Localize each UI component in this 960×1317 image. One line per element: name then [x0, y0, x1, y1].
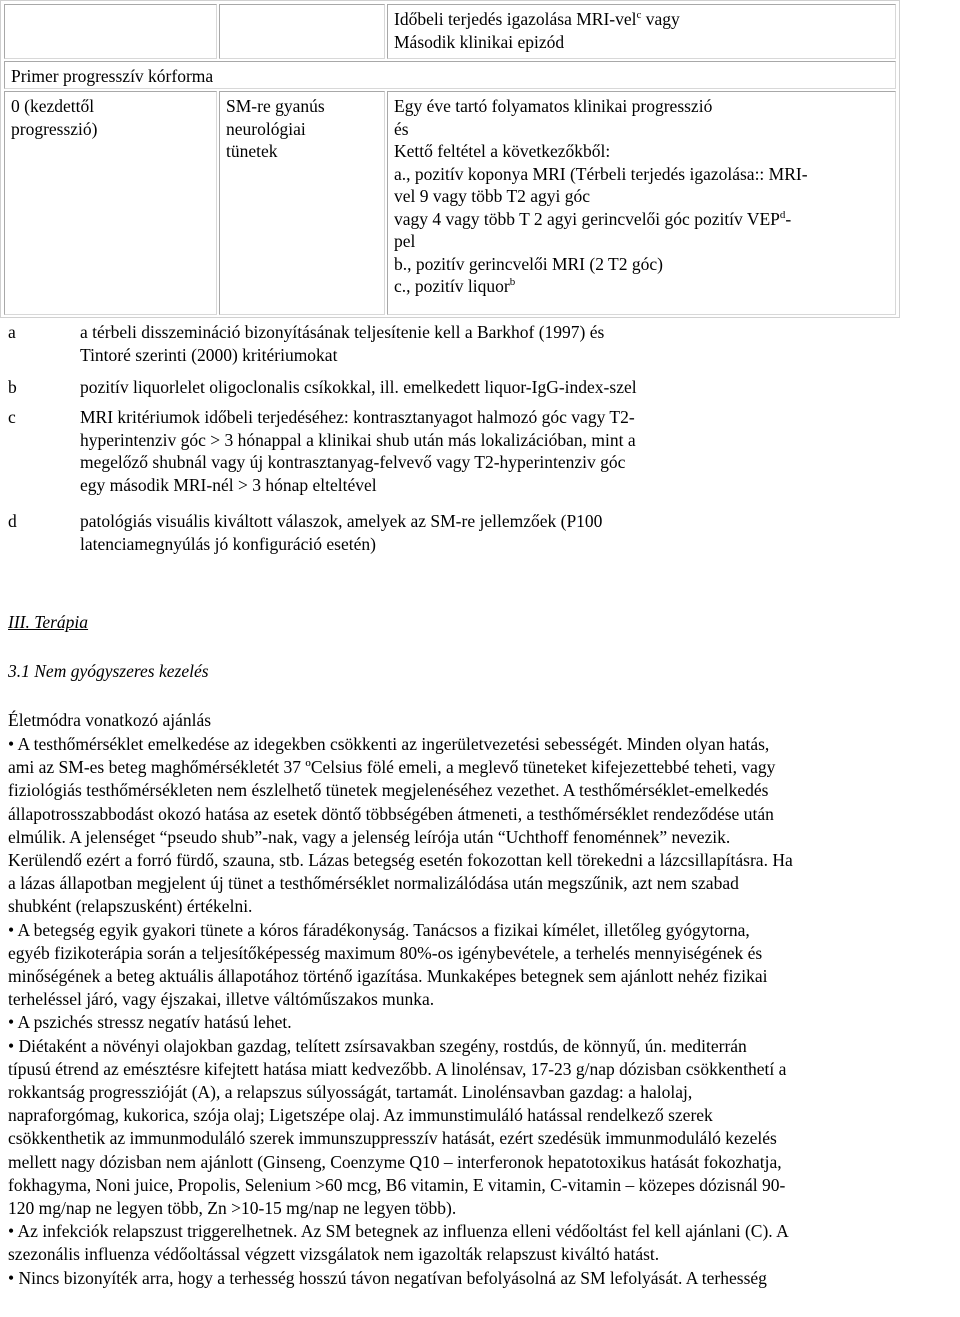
body-line: • Diétaként a növényi olajokban gazdag, telített zsírsavakban szegény, rostdús, de könnyű, ún. mediterrán	[8, 1035, 747, 1056]
col3-line: vagy 4 vagy több T 2 agyi gerincvelői góc pozitív VEP	[394, 208, 780, 229]
body-line: típusú étrend az emésztésre kifejtett hatása miatt kedvezőbb. A linolénsav, 17-23 g/nap dózisban csökkenthetí a	[8, 1058, 787, 1079]
col3-line: pel	[394, 231, 416, 251]
footnote-line: Tintoré szerinti (2000) kritériumokat	[80, 344, 338, 365]
col3-line: vel 9 vagy több T2 agyi góc	[394, 186, 591, 206]
table-head-empty-2	[219, 4, 385, 59]
footnote-letter: b	[8, 377, 17, 397]
body-line: csökkenthetik az immunmoduláló szerek immunszuppresszív hatását, ezért szedésük immunmoduláló kezelés	[8, 1128, 777, 1149]
body-line: a lázas állapotban megjelent új tünet a testhőmérséklet normalizálódása után megszűnik, azt nem szabad	[8, 873, 739, 894]
body-line: • Nincs bizonyíték arra, hogy a terhesség hosszú távon negatívan befolyásolná az SM lefolyását. A terhesség	[8, 1267, 767, 1288]
row-col2	[219, 91, 385, 315]
body-line: fokhagyma, Noni juice, Propolis, Selenium >60 mcg, B6 vitamin, E vitamin, C-vitamin – közepes dózisnál 90-	[8, 1174, 786, 1195]
col1-line: progresszió)	[11, 118, 98, 139]
heading-nonpharm: 3.1 Nem gyógyszeres kezelés	[8, 661, 209, 681]
body-line: 120 mg/nap ne legyen több, Zn >10-15 mg/nap ne legyen több).	[8, 1198, 457, 1219]
body-line: • A betegség egyik gyakori tünete a kóros fáradékonyság. Tanácsos a fizikai kímélet, illetőleg gyógytorna,	[8, 919, 750, 940]
col3-line: Egy éve tartó folyamatos klinikai progresszió	[394, 96, 713, 116]
footnote-letter: a	[8, 322, 16, 342]
col2-line: neurológiai	[226, 118, 306, 139]
footnote-marker-c: c	[636, 9, 642, 22]
footnote-line: a térbeli disszemináció bizonyításának teljesítenie kell a Barkhof (1997) és	[80, 322, 605, 342]
footnote-marker-d: d	[779, 208, 786, 221]
heading-therapy: III. Terápia	[8, 612, 89, 632]
footnote-line: hyperintenziv góc > 3 hónappal a klinikai shub után más lokalizációban, mint a	[80, 429, 636, 450]
footnote-line: pozitív liquorlelet oligoclonalis csíkokkal, ill. emelkedett liquor-IgG-index-szel	[80, 377, 637, 397]
row-col3	[387, 91, 896, 315]
head-right-end: vagy	[641, 9, 680, 29]
body-line: • A pszichés stressz negatív hatású lehet.	[8, 1012, 292, 1033]
col3-line-end: -	[785, 208, 792, 229]
col3-line: Kettő feltétel a következőkből:	[394, 141, 611, 161]
body-line: • A testhőmérséklet emelkedése az idegekben csökkenti az ingerületvezetési sebességét. Minden olyan hatás,	[8, 734, 770, 754]
body-line: • Az infekciók relapszust triggerelhetnek. Az SM betegnek az influenza elleni védőoltást fel kell ajánlani (C). A	[8, 1221, 789, 1242]
head-right-line2: Második klinikai epizód	[394, 31, 565, 52]
body-line: mellett nagy dózisban nem ajánlott (Ginseng, Coenzyme Q10 – interferonok hepatotoxikus hatását fokozhatja,	[8, 1151, 782, 1172]
col3-line: a., pozitív koponya MRI (Térbeli terjedés igazolása:: MRI-	[394, 163, 808, 184]
col2-line: SM-re gyanús	[226, 96, 325, 116]
section-label-cell	[4, 61, 896, 89]
body-line: állapotrosszabbodást okozó hatása az esetek döntő többségében átmeneti, a testhőmérséklet rendeződése után	[8, 803, 774, 824]
body-line: ami az SM-es beteg maghőmérsékletét 37 ºCelsius fölé emeli, a meglevő tüneteket kifejezettebbé teheti, vagy	[8, 757, 776, 778]
footnote-line: MRI kritériumok időbeli terjedéséhez: kontrasztanyagot halmozó góc vagy T2-	[80, 407, 635, 427]
body-line: minőségének a beteg aktuális állapotához történő igazítása. Munkaképes betegnek sem ajánlott nehéz fizikai	[8, 966, 768, 987]
body-line: fiziológiás testhőmérsékleten nem észlelhető tünetek megjelenéséhez vezethet. A testhőmérséklet-emelkedés	[8, 780, 769, 801]
table-head-empty-1	[4, 4, 217, 59]
footnote-letter: c	[8, 407, 16, 427]
footnote-line: egy második MRI-nél > 3 hónap elteltével	[80, 474, 377, 495]
col1-line: 0 (kezdettől	[11, 96, 95, 116]
row-col1	[4, 91, 217, 315]
body-line: rokkantság progresszióját (A), a relapszus súlyosságát, tartamát. Linolénsavban gazdag: a halolaj,	[8, 1082, 693, 1103]
footnote-line: latenciamegnyúlás jó konfiguráció esetén)	[80, 533, 376, 554]
footnote-line: megelőző shubnál vagy új kontrasztanyag-felvevő vagy T2-hyperintenziv góc	[80, 452, 626, 472]
section-label: Primer progresszív kórforma	[11, 66, 214, 86]
col2-line: tünetek	[226, 141, 278, 161]
footnote-line: patológiás visuális kiváltott válaszok, amelyek az SM-re jellemzőek (P100	[80, 511, 603, 531]
body-line: terheléssel járó, vagy éjszakai, illetve váltóműszakos munka.	[8, 989, 435, 1010]
footnote-marker-b: b	[509, 276, 516, 289]
col3-line: és	[394, 118, 409, 139]
body-line: egyéb fizikoterápia során a teljesítőképesség maximum 80%-os igénybevétele, a terhelés mennyiségének és	[8, 942, 763, 963]
body-line: Kerülendő ezért a forró fürdő, szauna, stb. Lázas betegség esetén fokozottan kell törekedni a lázcsillapításra. Ha	[8, 850, 793, 871]
body-line: shubként (relapszusként) értékelni.	[8, 896, 253, 917]
col3-line: b., pozitív gerincvelői MRI (2 T2 góc)	[394, 253, 663, 274]
col3-line: c., pozitív liquor	[394, 276, 510, 296]
body-text	[8, 733, 958, 1290]
head-right-text: Időbeli terjedés igazolása MRI-vel	[394, 9, 637, 29]
table-head-right	[387, 4, 896, 59]
body-line: napraforgómag, kukorica, szója olaj; Ligetszépe olaj. Az immunstimuláló hatással rendelkező szerek	[8, 1105, 713, 1126]
footnote-letter: d	[8, 511, 17, 531]
body-line: elmúlik. A jelenséget “pseudo shub”-nak, vagy a jelenség leírója után “Uchthoff fenoménnek” nevezik.	[8, 826, 731, 847]
body-line: szezonális influenza védőoltással végzett vizsgálatok nem igazolták relapszust kiváltó hatást.	[8, 1244, 660, 1265]
lifestyle-title: Életmódra vonatkozó ajánlás	[8, 710, 212, 730]
